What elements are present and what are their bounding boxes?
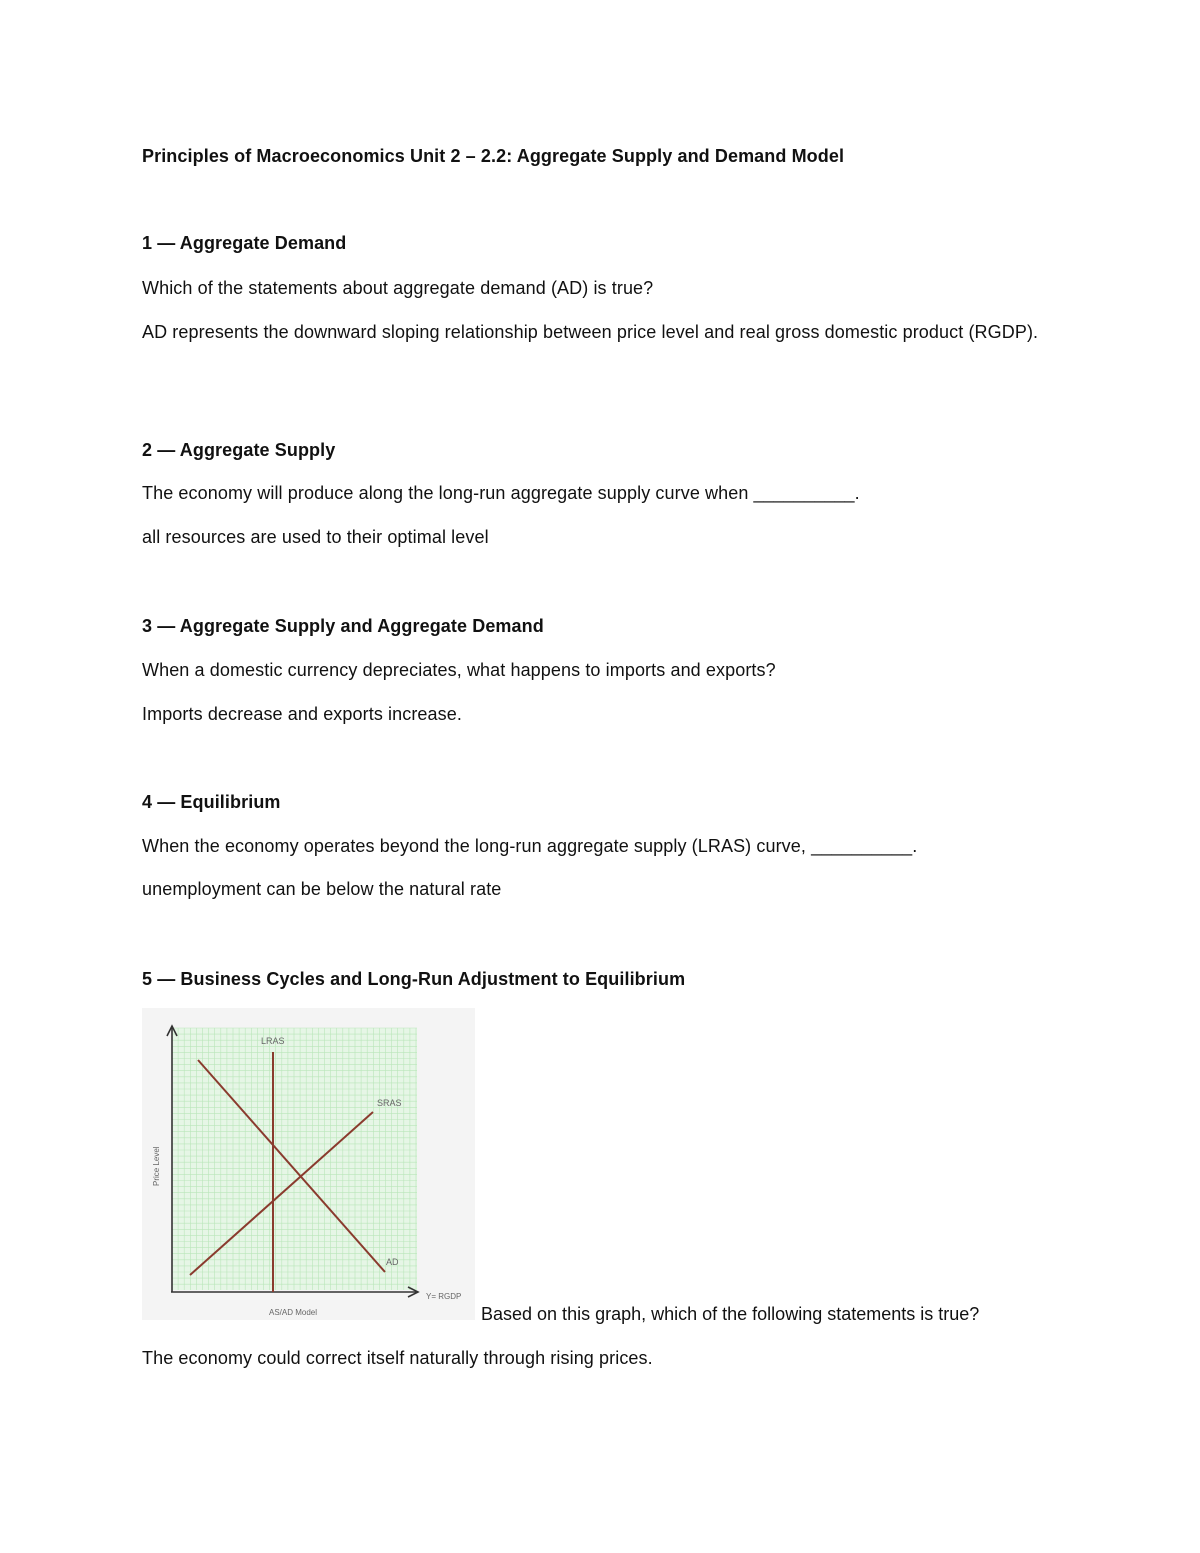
section-1-question: Which of the statements about aggregate demand (AD) is true? bbox=[142, 278, 654, 298]
section-3-heading: 3 — Aggregate Supply and Aggregate Demand bbox=[142, 616, 544, 636]
section-1-answer: AD represents the downward sloping relationship between price level and real gross domestic product (RGDP). bbox=[142, 322, 1039, 342]
section-5-answer: The economy could correct itself naturally through rising prices. bbox=[142, 1348, 653, 1368]
section-3-question: When a domestic currency depreciates, what happens to imports and exports? bbox=[142, 660, 776, 680]
as-ad-graph-svg bbox=[142, 1008, 475, 1320]
section-4-answer: unemployment can be below the natural rate bbox=[142, 879, 502, 899]
section-2-question: The economy will produce along the long-run aggregate supply curve when __________. bbox=[142, 483, 860, 503]
x-axis-label: Y= RGDP bbox=[426, 1292, 462, 1301]
section-3-answer: Imports decrease and exports increase. bbox=[142, 704, 462, 724]
section-4-question: When the economy operates beyond the long-run aggregate supply (LRAS) curve, __________. bbox=[142, 836, 918, 856]
section-5-question: Based on this graph, which of the following statements is true? bbox=[481, 1304, 980, 1324]
as-ad-graph bbox=[142, 1008, 475, 1320]
sras-label: SRAS bbox=[377, 1098, 402, 1108]
lras-label: LRAS bbox=[261, 1036, 285, 1046]
y-axis-label: Price Level bbox=[152, 1146, 161, 1186]
section-4-heading: 4 — Equilibrium bbox=[142, 792, 281, 812]
section-1-heading: 1 — Aggregate Demand bbox=[142, 233, 347, 253]
section-2-heading: 2 — Aggregate Supply bbox=[142, 440, 336, 460]
graph-caption: AS/AD Model bbox=[269, 1308, 318, 1317]
section-2-answer: all resources are used to their optimal level bbox=[142, 527, 489, 547]
document-title: Principles of Macroeconomics Unit 2 – 2.2: Aggregate Supply and Demand Model bbox=[142, 146, 845, 166]
ad-label: AD bbox=[386, 1257, 399, 1267]
section-5-heading: 5 — Business Cycles and Long-Run Adjustment to Equilibrium bbox=[142, 969, 686, 989]
